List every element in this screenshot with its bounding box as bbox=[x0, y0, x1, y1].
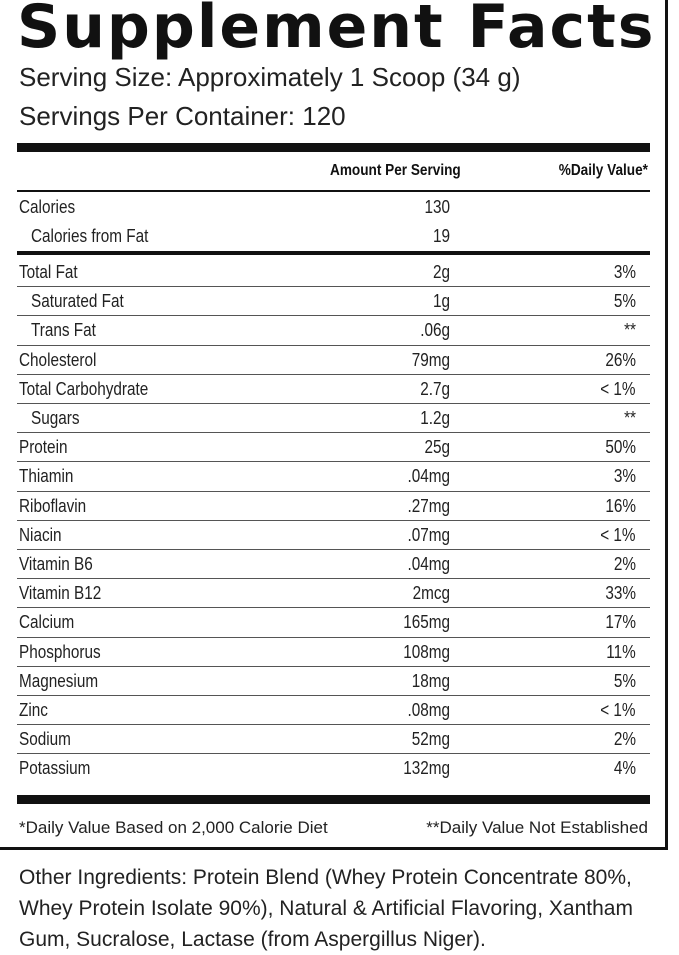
table-row bbox=[17, 433, 650, 462]
table-row bbox=[17, 346, 650, 375]
thick-divider-top bbox=[17, 143, 650, 152]
panel-title: Supplement Facts bbox=[17, 0, 656, 62]
table-row bbox=[17, 193, 650, 222]
nutrient-daily-value: ** bbox=[624, 408, 636, 428]
nutrient-name: Vitamin B6 bbox=[19, 554, 93, 574]
nutrient-amount: .06g bbox=[420, 320, 450, 341]
table-row bbox=[17, 462, 650, 491]
nutrient-daily-value: 5% bbox=[613, 291, 636, 312]
nutrient-amount: 19 bbox=[432, 226, 450, 246]
footnote-not-established: **Daily Value Not Established bbox=[426, 818, 648, 837]
other-ingredients: Other Ingredients: Protein Blend (Whey Protein Concentrate 80%, Whey Protein Isolate 90%), Natural & Artificial Flavoring, Xantham Gum, Sucralose, Lactase (from Aspergillus Niger). bbox=[19, 866, 633, 951]
nutrient-name: Sugars bbox=[31, 408, 80, 428]
nutrient-daily-value: 4% bbox=[613, 758, 636, 779]
table-row bbox=[17, 404, 650, 433]
header-daily-value: %Daily Value* bbox=[558, 162, 648, 179]
calories-divider bbox=[17, 251, 650, 255]
header-amount-per-serving: Amount Per Serving bbox=[330, 162, 461, 179]
table-row bbox=[17, 258, 650, 287]
nutrient-daily-value: 26% bbox=[605, 349, 636, 370]
table-row bbox=[17, 375, 650, 404]
nutrient-amount: .07mg bbox=[407, 524, 450, 545]
nutrient-name: Saturated Fat bbox=[31, 291, 124, 312]
table-row bbox=[17, 550, 650, 579]
nutrient-name: Zinc bbox=[19, 700, 48, 720]
nutrient-amount: 108mg bbox=[403, 641, 450, 662]
nutrient-amount: 2.7g bbox=[420, 378, 450, 399]
nutrient-amount: 18mg bbox=[411, 670, 450, 691]
nutrient-name: Riboflavin bbox=[19, 495, 87, 516]
nutrient-name: Total Carbohydrate bbox=[19, 378, 149, 399]
nutrient-amount: 79mg bbox=[411, 349, 450, 370]
nutrient-daily-value: 3% bbox=[613, 262, 636, 282]
nutrient-amount: .27mg bbox=[407, 495, 450, 516]
nutrient-daily-value: 17% bbox=[605, 612, 636, 633]
nutrient-amount: .04mg bbox=[407, 554, 450, 574]
nutrient-amount: .08mg bbox=[407, 700, 450, 720]
nutrient-name: Calcium bbox=[19, 612, 75, 633]
nutrient-name: Phosphorus bbox=[19, 641, 101, 662]
nutrient-name: Niacin bbox=[19, 524, 62, 545]
table-row bbox=[17, 667, 650, 696]
nutrient-daily-value: 33% bbox=[605, 583, 636, 604]
header-divider bbox=[17, 190, 650, 192]
nutrient-amount: 1.2g bbox=[420, 408, 450, 428]
nutrient-name: Potassium bbox=[19, 758, 91, 779]
nutrient-daily-value: 3% bbox=[613, 466, 636, 487]
nutrient-daily-value: 2% bbox=[613, 554, 636, 574]
thick-divider-bottom bbox=[17, 795, 650, 804]
nutrient-daily-value: ** bbox=[624, 320, 636, 341]
footnote-daily-value-basis: *Daily Value Based on 2,000 Calorie Diet bbox=[19, 818, 328, 837]
nutrient-daily-value: < 1% bbox=[600, 700, 636, 720]
table-row bbox=[17, 725, 650, 754]
table-row bbox=[17, 579, 650, 608]
nutrient-amount: .04mg bbox=[407, 466, 450, 487]
nutrient-name: Calories bbox=[19, 197, 76, 217]
nutrient-name: Vitamin B12 bbox=[19, 583, 102, 604]
nutrient-amount: 25g bbox=[424, 437, 450, 458]
table-row bbox=[17, 492, 650, 521]
table-row bbox=[17, 608, 650, 637]
table-row bbox=[17, 754, 650, 783]
nutrient-amount: 130 bbox=[424, 197, 450, 217]
nutrient-daily-value: 16% bbox=[605, 495, 636, 516]
nutrient-daily-value: < 1% bbox=[600, 524, 636, 545]
nutrient-daily-value: 50% bbox=[605, 437, 636, 458]
nutrient-name: Protein bbox=[19, 437, 68, 458]
nutrient-amount: 2g bbox=[432, 262, 450, 282]
nutrient-amount: 2mcg bbox=[412, 583, 450, 604]
nutrient-amount: 132mg bbox=[403, 758, 450, 779]
nutrient-name: Magnesium bbox=[19, 670, 99, 691]
table-row bbox=[17, 521, 650, 550]
nutrient-daily-value: < 1% bbox=[600, 378, 636, 399]
nutrient-amount: 52mg bbox=[411, 729, 450, 750]
nutrient-name: Cholesterol bbox=[19, 349, 97, 370]
nutrient-name: Sodium bbox=[19, 729, 71, 750]
table-row bbox=[17, 316, 650, 345]
nutrient-daily-value: 2% bbox=[613, 729, 636, 750]
nutrient-name: Trans Fat bbox=[31, 320, 96, 341]
nutrient-name: Calories from Fat bbox=[31, 226, 149, 246]
table-row bbox=[17, 287, 650, 316]
servings-per-container: Servings Per Container: 120 bbox=[19, 101, 346, 131]
nutrient-amount: 165mg bbox=[403, 612, 450, 633]
nutrient-amount: 1g bbox=[432, 291, 450, 312]
nutrient-name: Total Fat bbox=[19, 262, 78, 282]
serving-size: Serving Size: Approximately 1 Scoop (34 g) bbox=[19, 62, 521, 92]
nutrient-name: Thiamin bbox=[19, 466, 74, 487]
table-row bbox=[17, 696, 650, 725]
table-row bbox=[17, 638, 650, 667]
nutrient-daily-value: 5% bbox=[613, 670, 636, 691]
nutrient-daily-value: 11% bbox=[606, 641, 636, 662]
table-row bbox=[17, 222, 650, 251]
